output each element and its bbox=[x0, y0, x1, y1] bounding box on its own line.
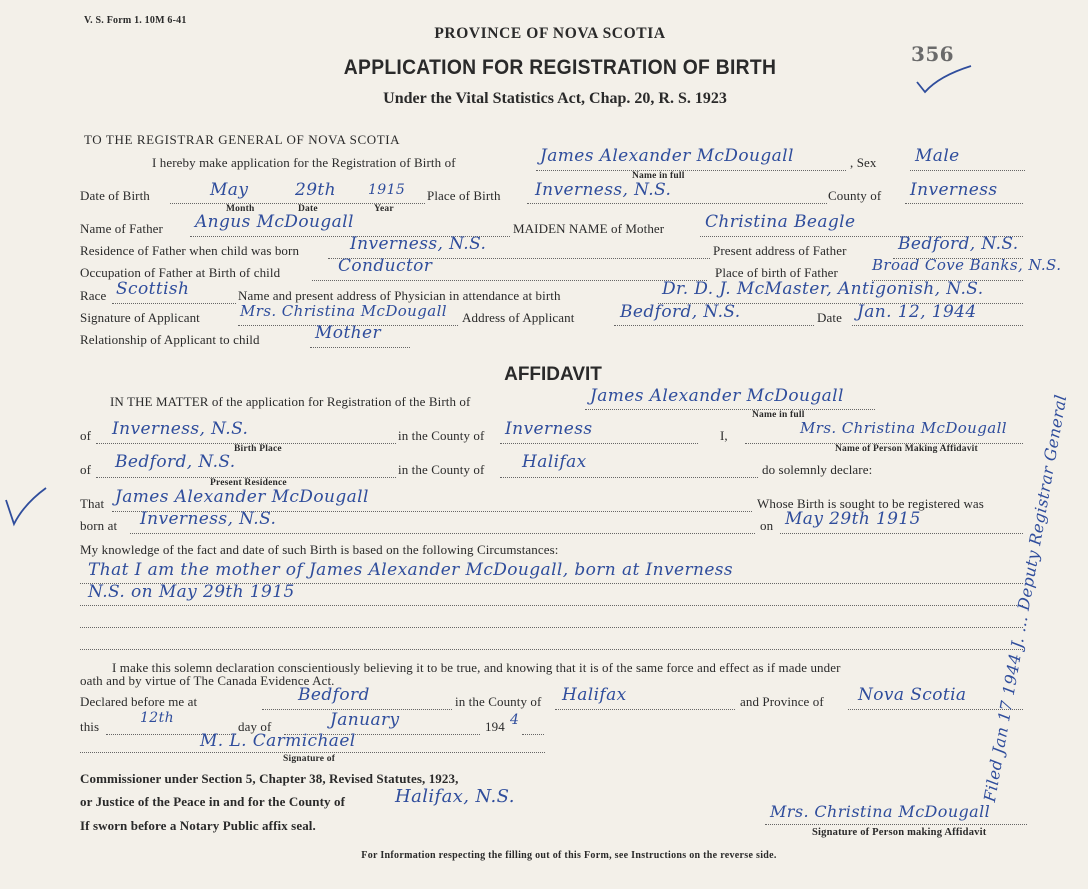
declared-county-value[interactable]: Halifax bbox=[562, 685, 627, 705]
residence-father-value[interactable]: Inverness, N.S. bbox=[350, 234, 487, 254]
commissioner-label: Commissioner under Section 5, Chapter 38, Revised Statutes, 1923, bbox=[80, 771, 459, 786]
physician-label: Name and present address of Physician in attendance at birth bbox=[238, 288, 561, 303]
apply-text-label: I hereby make application for the Registration of Birth of bbox=[152, 155, 456, 170]
in-county-label-1: in the County of bbox=[398, 428, 485, 443]
on-label: on bbox=[760, 518, 774, 533]
of-label-2: of bbox=[80, 462, 92, 477]
residence-father-label: Residence of Father when child was born bbox=[80, 243, 300, 258]
footer-instructions: For Information respecting the filling out of this Form, see Instructions on the reverse side. bbox=[361, 850, 777, 861]
race-value[interactable]: Scottish bbox=[116, 279, 190, 299]
filed-margin-note: Filed Jan 17 1944 J. ... Deputy Registrar General bbox=[980, 393, 1071, 804]
declared-year-suffix-value[interactable]: 4 bbox=[510, 712, 520, 728]
mother-maiden-name-label: MAIDEN NAME of Mother bbox=[513, 221, 665, 236]
year-prefix-label: 194 bbox=[485, 719, 505, 734]
circumstance-line-2[interactable]: N.S. on May 29th 1915 bbox=[88, 582, 295, 602]
present-address-father-value[interactable]: Bedford, N.S. bbox=[898, 234, 1019, 254]
this-label: this bbox=[80, 719, 100, 734]
birth-month-value[interactable]: May bbox=[210, 180, 249, 200]
physician-value[interactable]: Dr. D. J. McMaster, Antigonish, N.S. bbox=[662, 279, 984, 299]
birth-day-value[interactable]: 29th bbox=[295, 180, 337, 200]
day-of-label: day of bbox=[238, 719, 272, 734]
birth-place-caption: Birth Place bbox=[234, 444, 282, 454]
serial-number: 356 bbox=[911, 42, 954, 66]
year-caption: Year bbox=[374, 204, 394, 214]
affidavit-residence-value[interactable]: Bedford, N.S. bbox=[115, 452, 236, 472]
justice-county-value[interactable]: Halifax, N.S. bbox=[395, 786, 515, 807]
address-applicant-label: Address of Applicant bbox=[462, 310, 575, 325]
child-name-value[interactable]: James Alexander McDougall bbox=[540, 146, 794, 166]
present-residence-caption: Present Residence bbox=[210, 478, 287, 488]
address-applicant-value[interactable]: Bedford, N.S. bbox=[620, 302, 741, 322]
affidavit-name-in-full-caption: Name in full bbox=[752, 410, 805, 420]
declaration-line-1: I make this solemn declaration conscientiously believing it to be true, and knowing that it is of the same force and effect as if made under bbox=[112, 660, 841, 675]
affidavit-county2-value[interactable]: Halifax bbox=[522, 452, 587, 472]
that-label: That bbox=[80, 496, 105, 511]
solemnly-declare-label: do solemnly declare: bbox=[762, 462, 873, 477]
whose-birth-label: Whose Birth is sought to be registered was bbox=[757, 496, 984, 511]
of-label-1: of bbox=[80, 428, 92, 443]
justice-label: or Justice of the Peace in and for the County of bbox=[80, 794, 346, 809]
affidavit-born-on-value[interactable]: May 29th 1915 bbox=[785, 509, 921, 529]
i-label: I, bbox=[720, 428, 728, 443]
and-province-label: and Province of bbox=[740, 694, 824, 709]
signature-of-caption: Signature of bbox=[283, 754, 336, 764]
margin-check-mark-icon bbox=[2, 486, 48, 528]
date-label: Date bbox=[817, 310, 842, 325]
born-at-label: born at bbox=[80, 518, 118, 533]
affidavit-heading: AFFIDAVIT bbox=[504, 364, 602, 385]
county-label: County of bbox=[828, 188, 882, 203]
province-title: PROVINCE OF NOVA SCOTIA bbox=[434, 25, 666, 42]
date-value[interactable]: Jan. 12, 1944 bbox=[857, 302, 977, 322]
relationship-value[interactable]: Mother bbox=[315, 323, 382, 343]
place-birth-father-value[interactable]: Broad Cove Banks, N.S. bbox=[872, 256, 1062, 274]
month-caption: Month bbox=[226, 204, 255, 214]
notary-label: If sworn before a Notary Public affix seal. bbox=[80, 818, 316, 833]
knowledge-label: My knowledge of the fact and date of such Birth is based on the following Circumstances: bbox=[80, 542, 559, 557]
race-label: Race bbox=[80, 288, 107, 303]
present-address-father-label: Present address of Father bbox=[713, 243, 847, 258]
father-name-value[interactable]: Angus McDougall bbox=[195, 212, 354, 232]
place-of-birth-value[interactable]: Inverness, N.S. bbox=[535, 180, 672, 200]
in-county-label-2: in the County of bbox=[398, 462, 485, 477]
circumstance-line-1[interactable]: That I am the mother of James Alexander McDougall, born at Inverness bbox=[88, 560, 734, 580]
sex-label: , Sex bbox=[850, 155, 877, 170]
occupation-father-label: Occupation of Father at Birth of child bbox=[80, 265, 281, 280]
declared-day-value[interactable]: 12th bbox=[140, 710, 175, 726]
commissioner-signature-value[interactable]: M. L. Carmichael bbox=[200, 731, 356, 751]
birth-year-value[interactable]: 1915 bbox=[368, 182, 406, 198]
in-county-label-3: in the County of bbox=[455, 694, 542, 709]
signature-person-caption: Signature of Person making Affidavit bbox=[812, 827, 987, 838]
affidavit-birth-place-value[interactable]: Inverness, N.S. bbox=[112, 419, 249, 439]
declared-before-label: Declared before me at bbox=[80, 694, 198, 709]
occupation-father-value[interactable]: Conductor bbox=[338, 256, 433, 276]
place-birth-father-label: Place of birth of Father bbox=[715, 265, 838, 280]
form-number: V. S. Form 1. 10M 6-41 bbox=[84, 15, 187, 26]
affidavit-county1-value[interactable]: Inverness bbox=[505, 419, 593, 439]
in-matter-label: IN THE MATTER of the application for Registration of the Birth of bbox=[110, 394, 471, 409]
declaration-line-2: oath and by virtue of The Canada Evidence Act. bbox=[80, 673, 335, 688]
form-subtitle: Under the Vital Statistics Act, Chap. 20, R. S. 1923 bbox=[383, 90, 727, 107]
father-name-label: Name of Father bbox=[80, 221, 163, 236]
name-in-full-caption: Name in full bbox=[632, 171, 685, 181]
place-of-birth-label: Place of Birth bbox=[427, 188, 501, 203]
county-value[interactable]: Inverness bbox=[910, 180, 998, 200]
affidavit-child-name-value[interactable]: James Alexander McDougall bbox=[590, 386, 844, 406]
declared-province-value[interactable]: Nova Scotia bbox=[858, 685, 967, 705]
form-title: APPLICATION FOR REGISTRATION OF BIRTH bbox=[343, 56, 777, 79]
relationship-label: Relationship of Applicant to child bbox=[80, 332, 260, 347]
to-registrar-line: TO THE REGISTRAR GENERAL OF NOVA SCOTIA bbox=[84, 132, 401, 147]
signature-applicant-value[interactable]: Mrs. Christina McDougall bbox=[240, 302, 447, 320]
signature-applicant-label: Signature of Applicant bbox=[80, 310, 200, 325]
affidavit-that-name-value[interactable]: James Alexander McDougall bbox=[115, 487, 369, 507]
date-of-birth-label: Date of Birth bbox=[80, 188, 150, 203]
sex-value[interactable]: Male bbox=[915, 146, 960, 166]
date-caption: Date bbox=[298, 204, 318, 214]
declared-place-value[interactable]: Bedford bbox=[298, 685, 370, 705]
name-of-person-caption: Name of Person Making Affidavit bbox=[835, 444, 978, 454]
affidavit-born-at-value[interactable]: Inverness, N.S. bbox=[140, 509, 277, 529]
affidavit-person-name-value[interactable]: Mrs. Christina McDougall bbox=[800, 419, 1007, 437]
declared-month-value[interactable]: January bbox=[330, 710, 400, 730]
mother-maiden-name-value[interactable]: Christina Beagle bbox=[705, 212, 856, 232]
person-signature-value[interactable]: Mrs. Christina McDougall bbox=[770, 802, 991, 821]
